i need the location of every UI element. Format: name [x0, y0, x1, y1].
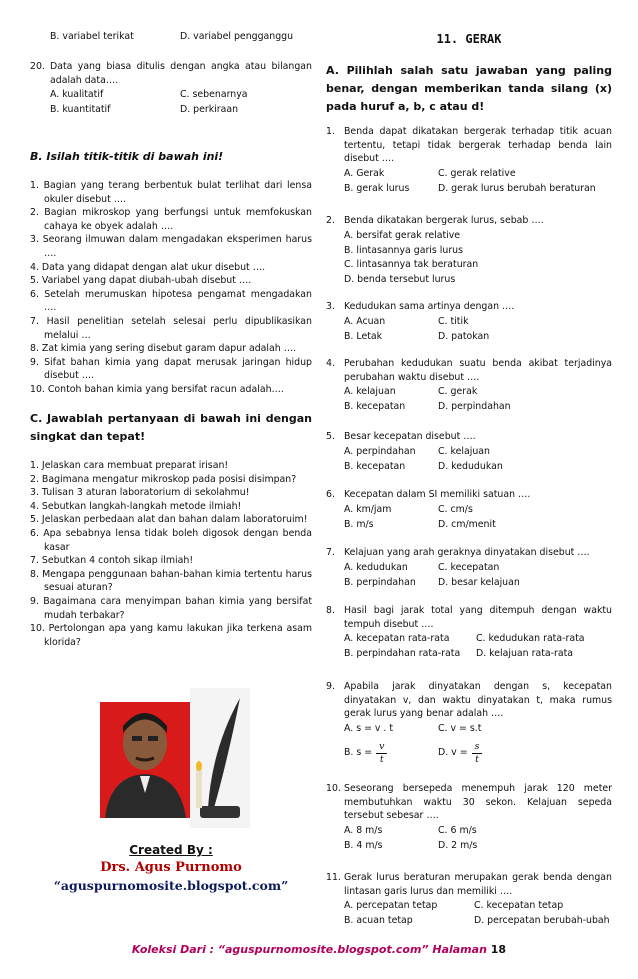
list-item: 6. Setelah merumuskan hipotesa pengamat mengadakan ….: [30, 288, 312, 314]
list-item: 5. Jelaskan perbedaan alat dan bahan dalam laboratoruim!: [30, 514, 308, 526]
question-text: Apabila jarak dinyatakan dengan s, kecepatan dinyatakan v, dan waktu dinyatakan t, maka rumus gerak lurus yang benar adalah ….: [344, 681, 612, 720]
answer-option: C. kedudukan rata-rata: [476, 633, 585, 644]
question-number: 2.: [326, 215, 335, 226]
answer-option: B. acuan tetap: [344, 914, 413, 926]
answer-option: B. lintasannya garis lurus: [344, 244, 463, 256]
answer-option: B. kecepatan: [344, 460, 406, 472]
answer-option: A. kelajuan: [344, 386, 396, 397]
question-number: 1.: [326, 126, 335, 137]
list-item: 10. Pertolongan apa yang kamu lakukan jika terkena asam klorida?: [30, 623, 312, 648]
question-text: Kecepatan dalam SI memiliki satuan ….: [344, 489, 531, 500]
question-text: Gerak lurus beraturan merupakan gerak benda dengan lintasan garis lurus dan memiliki ….: [344, 872, 612, 897]
answer-option: D. percepatan berubah-ubah: [474, 914, 610, 926]
list-item: 4. Sebutkan langkah-langkah metode ilmiah!: [30, 500, 242, 512]
answer-option: C. 6 m/s: [438, 825, 477, 836]
answer-option: A. percepatan tetap: [344, 900, 438, 911]
list-item: 8. Mengapa penggunaan bahan-bahan kimia tertentu harus sesuai aturan?: [30, 568, 312, 594]
question-number: 4.: [326, 358, 335, 369]
author-photo-illustration: [100, 688, 250, 828]
question-text: Kelajuan yang arah geraknya dinyatakan disebut ….: [344, 547, 590, 558]
question-number: 3.: [326, 301, 335, 312]
answer-option: A. bersifat gerak relative: [344, 230, 461, 241]
section-c-list: [30, 459, 312, 649]
section-c-title: C. Jawablah pertanyaan di bawah ini dengan singkat dan tepat!: [30, 412, 312, 443]
section-b-title: B. Isilah titik-titik di bawah ini!: [30, 150, 224, 163]
list-item: 9. Bagaimana cara menyimpan bahan kimia yang bersifat mudah terbakar?: [30, 595, 312, 621]
list-item: 1. Bagian yang terang berbentuk bulat terlihat dari lensa okuler disebut ….: [30, 180, 312, 205]
answer-option: C. cm/s: [438, 504, 473, 515]
list-item: 9. Sifat bahan kimia yang dapat merusak jaringan hidup disebut ….: [30, 356, 312, 382]
question-number: 5.: [326, 431, 335, 442]
answer-option: C. v = s.t: [438, 723, 482, 734]
answer-option: A. 8 m/s: [344, 825, 383, 836]
section-b-list: [30, 179, 312, 397]
answer-option: C. kecepatan tetap: [474, 900, 564, 911]
answer-option: C. kecepatan: [438, 562, 500, 573]
question-number: 7.: [326, 547, 335, 558]
answer-option: B. 4 m/s: [344, 839, 383, 851]
list-item: 3. Seorang ilmuwan dalam mengadakan eksperimen harus ….: [30, 234, 312, 259]
answer-option: B. m/s: [344, 518, 374, 530]
question-text: Seseorang bersepeda menempuh jarak 120 meter membutuhkan waktu 30 sekon. Kelajuan sepeda tersebut sebesar ….: [344, 783, 612, 822]
answer-option: A. s = v . t: [344, 723, 394, 734]
option-d-prev: D. variabel pengganggu: [180, 31, 294, 42]
instruction: A. Pilihlah salah satu jawaban yang paling benar, dengan memberikan tanda silang (x) pada huruf a, b, c atau d!: [326, 64, 612, 113]
answer-option: C. lintasannya tak beraturan: [344, 259, 479, 270]
list-item: 3. Tulisan 3 aturan laboratorium di sekolahmu!: [30, 487, 250, 499]
answer-option: B. perpindahan: [344, 576, 416, 588]
question-text: Data yang biasa ditulis dengan angka atau bilangan adalah data….: [50, 61, 312, 86]
answer-option: D. cm/menit: [438, 518, 496, 530]
option-b-prev: B. variabel terikat: [50, 31, 134, 42]
answer-option: D. perpindahan: [438, 400, 511, 412]
answer-option: A. kecepatan rata-rata: [344, 633, 450, 644]
option-c: C. sebenarnya: [180, 89, 248, 100]
answer-option: C. titik: [438, 316, 469, 327]
answer-option: C. kelajuan: [438, 446, 490, 457]
list-item: 2. Bagian mikroskop yang berfungsi untuk memfokuskan cahaya ke obyek adalah ….: [30, 207, 312, 232]
answer-option: A. Acuan: [344, 316, 386, 327]
answer-option: D. gerak lurus berubah beraturan: [438, 182, 596, 194]
question-number: 10.: [326, 783, 341, 794]
list-item: 7. Hasil penelitian setelah selesai perlu dipublikasikan melalui …: [30, 315, 312, 341]
answer-option: D. kelajuan rata-rata: [476, 647, 574, 659]
option-b: B. kuantitatif: [50, 104, 111, 115]
question-text: Benda dikatakan bergerak lurus, sebab ….: [344, 215, 544, 226]
question-number: 11.: [326, 872, 341, 883]
list-item: 2. Bagimana mengatur mikroskop pada posisi disimpan?: [30, 473, 297, 485]
answer-option: D. patokan: [438, 330, 490, 342]
list-item: 7. Sebutkan 4 contoh sikap ilmiah!: [30, 555, 194, 567]
answer-option: C. gerak relative: [438, 168, 516, 179]
answer-option: A. kedudukan: [344, 562, 408, 573]
question-number: 9.: [326, 681, 335, 692]
footer: [0, 943, 638, 956]
page-number: 18: [490, 943, 507, 956]
list-item: 10. Contoh bahan kimia yang bersifat racun adalah….: [30, 383, 284, 395]
list-item: 4. Data yang didapat dengan alat ukur disebut ….: [30, 261, 266, 273]
question-text: Benda dapat dikatakan bergerak terhadap titik acuan tertentu, tetapi tidak bergerak terhadap benda lain disebut ….: [344, 126, 612, 165]
question-text: Kedudukan sama artinya dengan ….: [344, 301, 515, 312]
option-d: D. perkiraan: [180, 104, 239, 115]
list-item: 6. Apa sebabnya lensa tidak boleh digosok dengan benda kasar: [30, 527, 312, 553]
author-site: “aguspurnomosite.blogspot.com”: [53, 878, 289, 893]
answer-option: D. 2 m/s: [438, 839, 478, 851]
list-item: 8. Zat kimia yang sering disebut garam dapur adalah ….: [30, 343, 297, 355]
question-number: 6.: [326, 489, 335, 500]
answer-option: D. kedudukan: [438, 460, 503, 472]
question-text: Besar kecepatan disebut ….: [344, 431, 476, 442]
question-text: Perubahan kedudukan suatu benda akibat terjadinya perubahan waktu disebut ….: [344, 358, 612, 383]
answer-option: D. besar kelajuan: [438, 576, 520, 588]
question-text: Hasil bagi jarak total yang ditempuh dengan waktu tempuh disebut ….: [344, 605, 612, 630]
answer-option: B. kecepatan: [344, 400, 406, 412]
answer-option: C. gerak: [438, 386, 478, 397]
created-by-label: Created By :: [129, 843, 213, 857]
answer-option: B. gerak lurus: [344, 182, 410, 194]
answer-option: D. benda tersebut lurus: [344, 273, 456, 285]
answer-option: B. perpindahan rata-rata: [344, 647, 461, 659]
footer-text: Koleksi Dari : “aguspurnomosite.blogspot.com” Halaman: [131, 943, 487, 956]
author-name: Drs. Agus Purnomo: [100, 860, 242, 875]
answer-option: A. km/jam: [344, 504, 392, 515]
list-item: 5. Variabel yang dapat diubah-ubah disebut ….: [30, 275, 252, 287]
answer-option: B. Letak: [344, 330, 383, 342]
list-item: 1. Jelaskan cara membuat preparat irisan!: [30, 460, 229, 471]
chapter-title: 11. GERAK: [436, 32, 502, 46]
answer-option-fraction: D. v = $\frac{s}{t}$: [438, 741, 482, 766]
answer-option: A. perpindahan: [344, 446, 416, 457]
option-a: A. kualitatif: [50, 89, 104, 100]
question-number: 20.: [30, 61, 45, 72]
author-photo: [100, 688, 250, 828]
answer-option-fraction: B. s = $\frac{v}{t}$: [344, 741, 387, 766]
question-number: 8.: [326, 605, 335, 616]
answer-option: A. Gerak: [344, 168, 385, 179]
